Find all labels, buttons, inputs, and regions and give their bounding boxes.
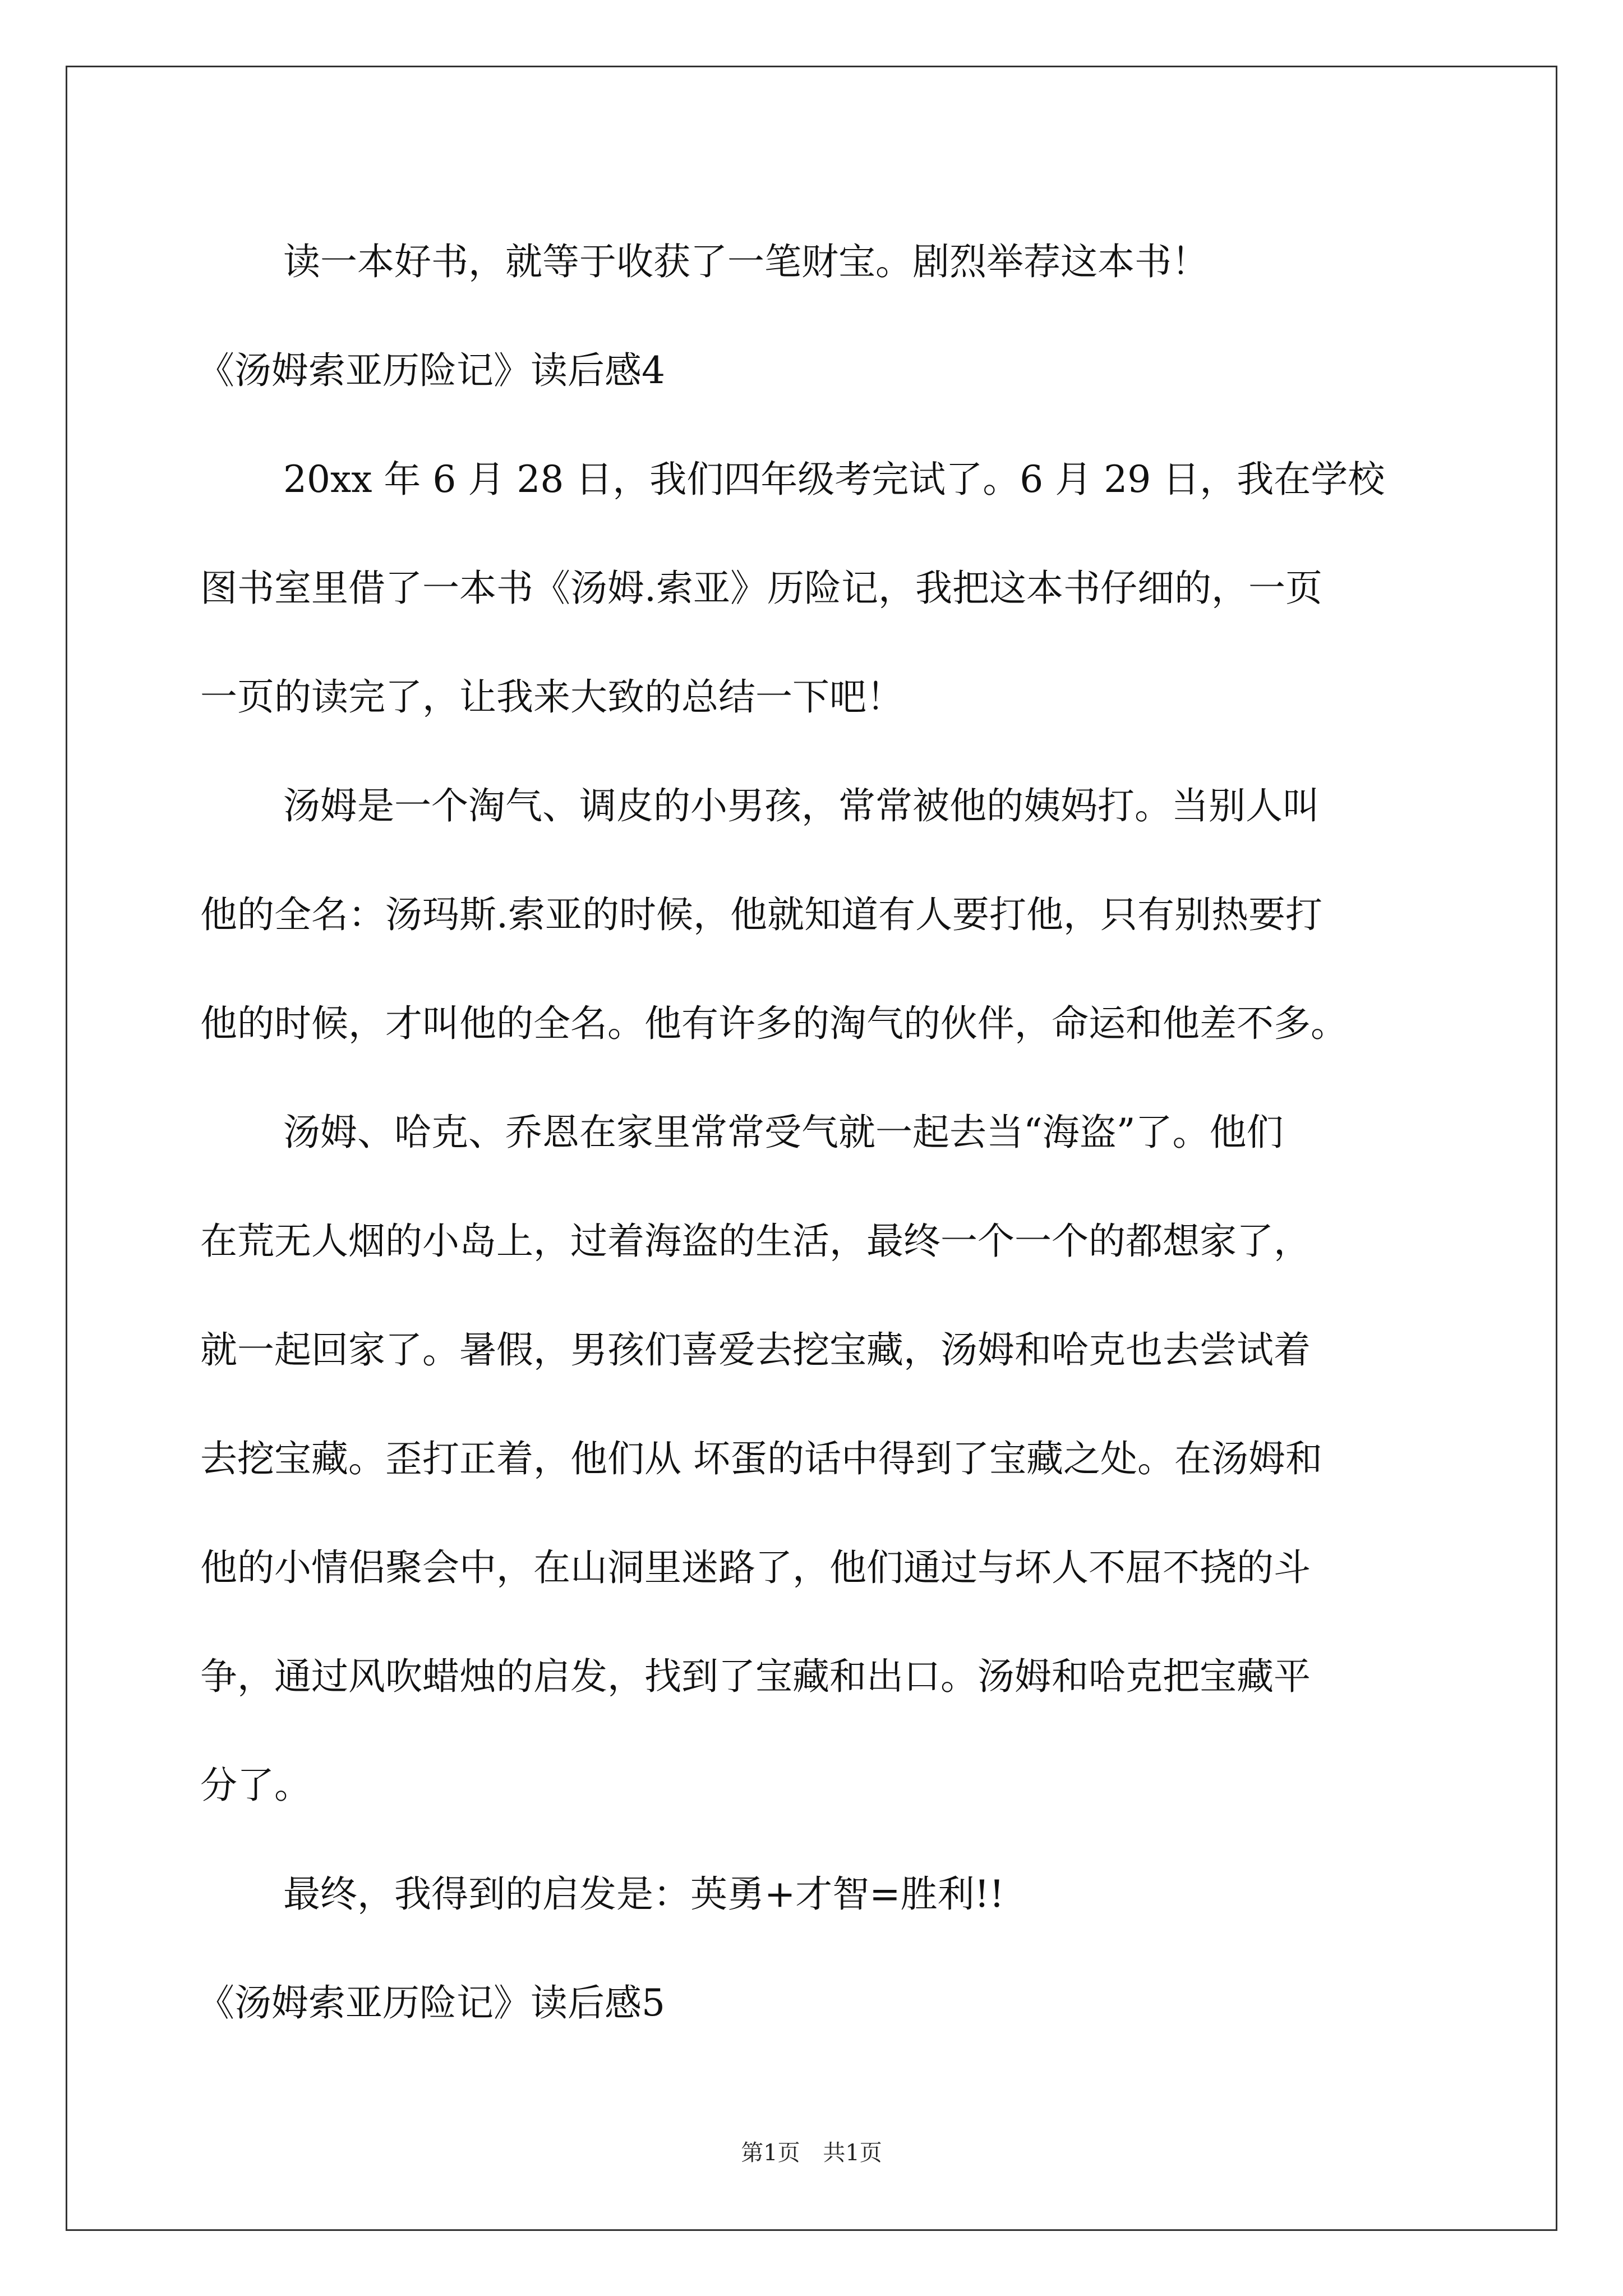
paragraph-line: 分了。 xyxy=(200,1764,311,1807)
paragraph-line: 争，通过风吹蜡烛的启发，找到了宝藏和出口。汤姆和哈克把宝藏平 xyxy=(200,1655,1311,1698)
page-total: 共1页 xyxy=(823,2140,882,2166)
paragraph-line: 就一起回家了。暑假，男孩们喜爱去挖宝藏，汤姆和哈克也去尝试着 xyxy=(200,1328,1311,1372)
paragraph-line: 最终，我得到的启发是：英勇+才智=胜利!! xyxy=(283,1872,1004,1916)
paragraph-line: 汤姆是一个淘气、调皮的小男孩，常常被他的姨妈打。当别人叫 xyxy=(283,784,1320,827)
paragraph-line: 读一本好书，就等于收获了一笔财宝。剧烈举荐这本书！ xyxy=(283,240,1209,283)
page-footer xyxy=(0,2135,1623,2167)
document-body xyxy=(197,208,1434,2058)
section-heading: 《汤姆索亚历险记》读后感5 xyxy=(197,1981,665,2024)
section-heading: 《汤姆索亚历险记》读后感4 xyxy=(197,349,665,392)
paragraph-line: 20xx 年 6 月 28 日，我们四年级考完试了。6 月 29 日，我在学校 xyxy=(283,458,1385,501)
paragraph-line: 去挖宝藏。歪打正着，他们从 坏蛋的话中得到了宝藏之处。在汤姆和 xyxy=(200,1437,1322,1480)
paragraph-line: 图书室里借了一本书《汤姆.索亚》历险记，我把这本书仔细的，一页 xyxy=(200,567,1322,610)
paragraph-line: 汤姆、哈克、乔恩在家里常常受气就一起去当“海盗”了。他们 xyxy=(283,1111,1284,1154)
paragraph-line: 一页的读完了，让我来大致的总结一下吧！ xyxy=(200,675,903,719)
paragraph-line: 他的时候，才叫他的全名。他有许多的淘气的伙伴，命运和他差不多。 xyxy=(200,1002,1348,1045)
page-number: 第1页 xyxy=(741,2140,800,2166)
paragraph-line: 他的全名：汤玛斯.索亚的时候，他就知道有人要打他，只有别热要打 xyxy=(200,893,1322,936)
paragraph-line: 在荒无人烟的小岛上，过着海盗的生活，最终一个一个的都想家了， xyxy=(200,1220,1311,1263)
paragraph-line: 他的小情侣聚会中，在山洞里迷路了，他们通过与坏人不屈不挠的斗 xyxy=(200,1546,1311,1589)
